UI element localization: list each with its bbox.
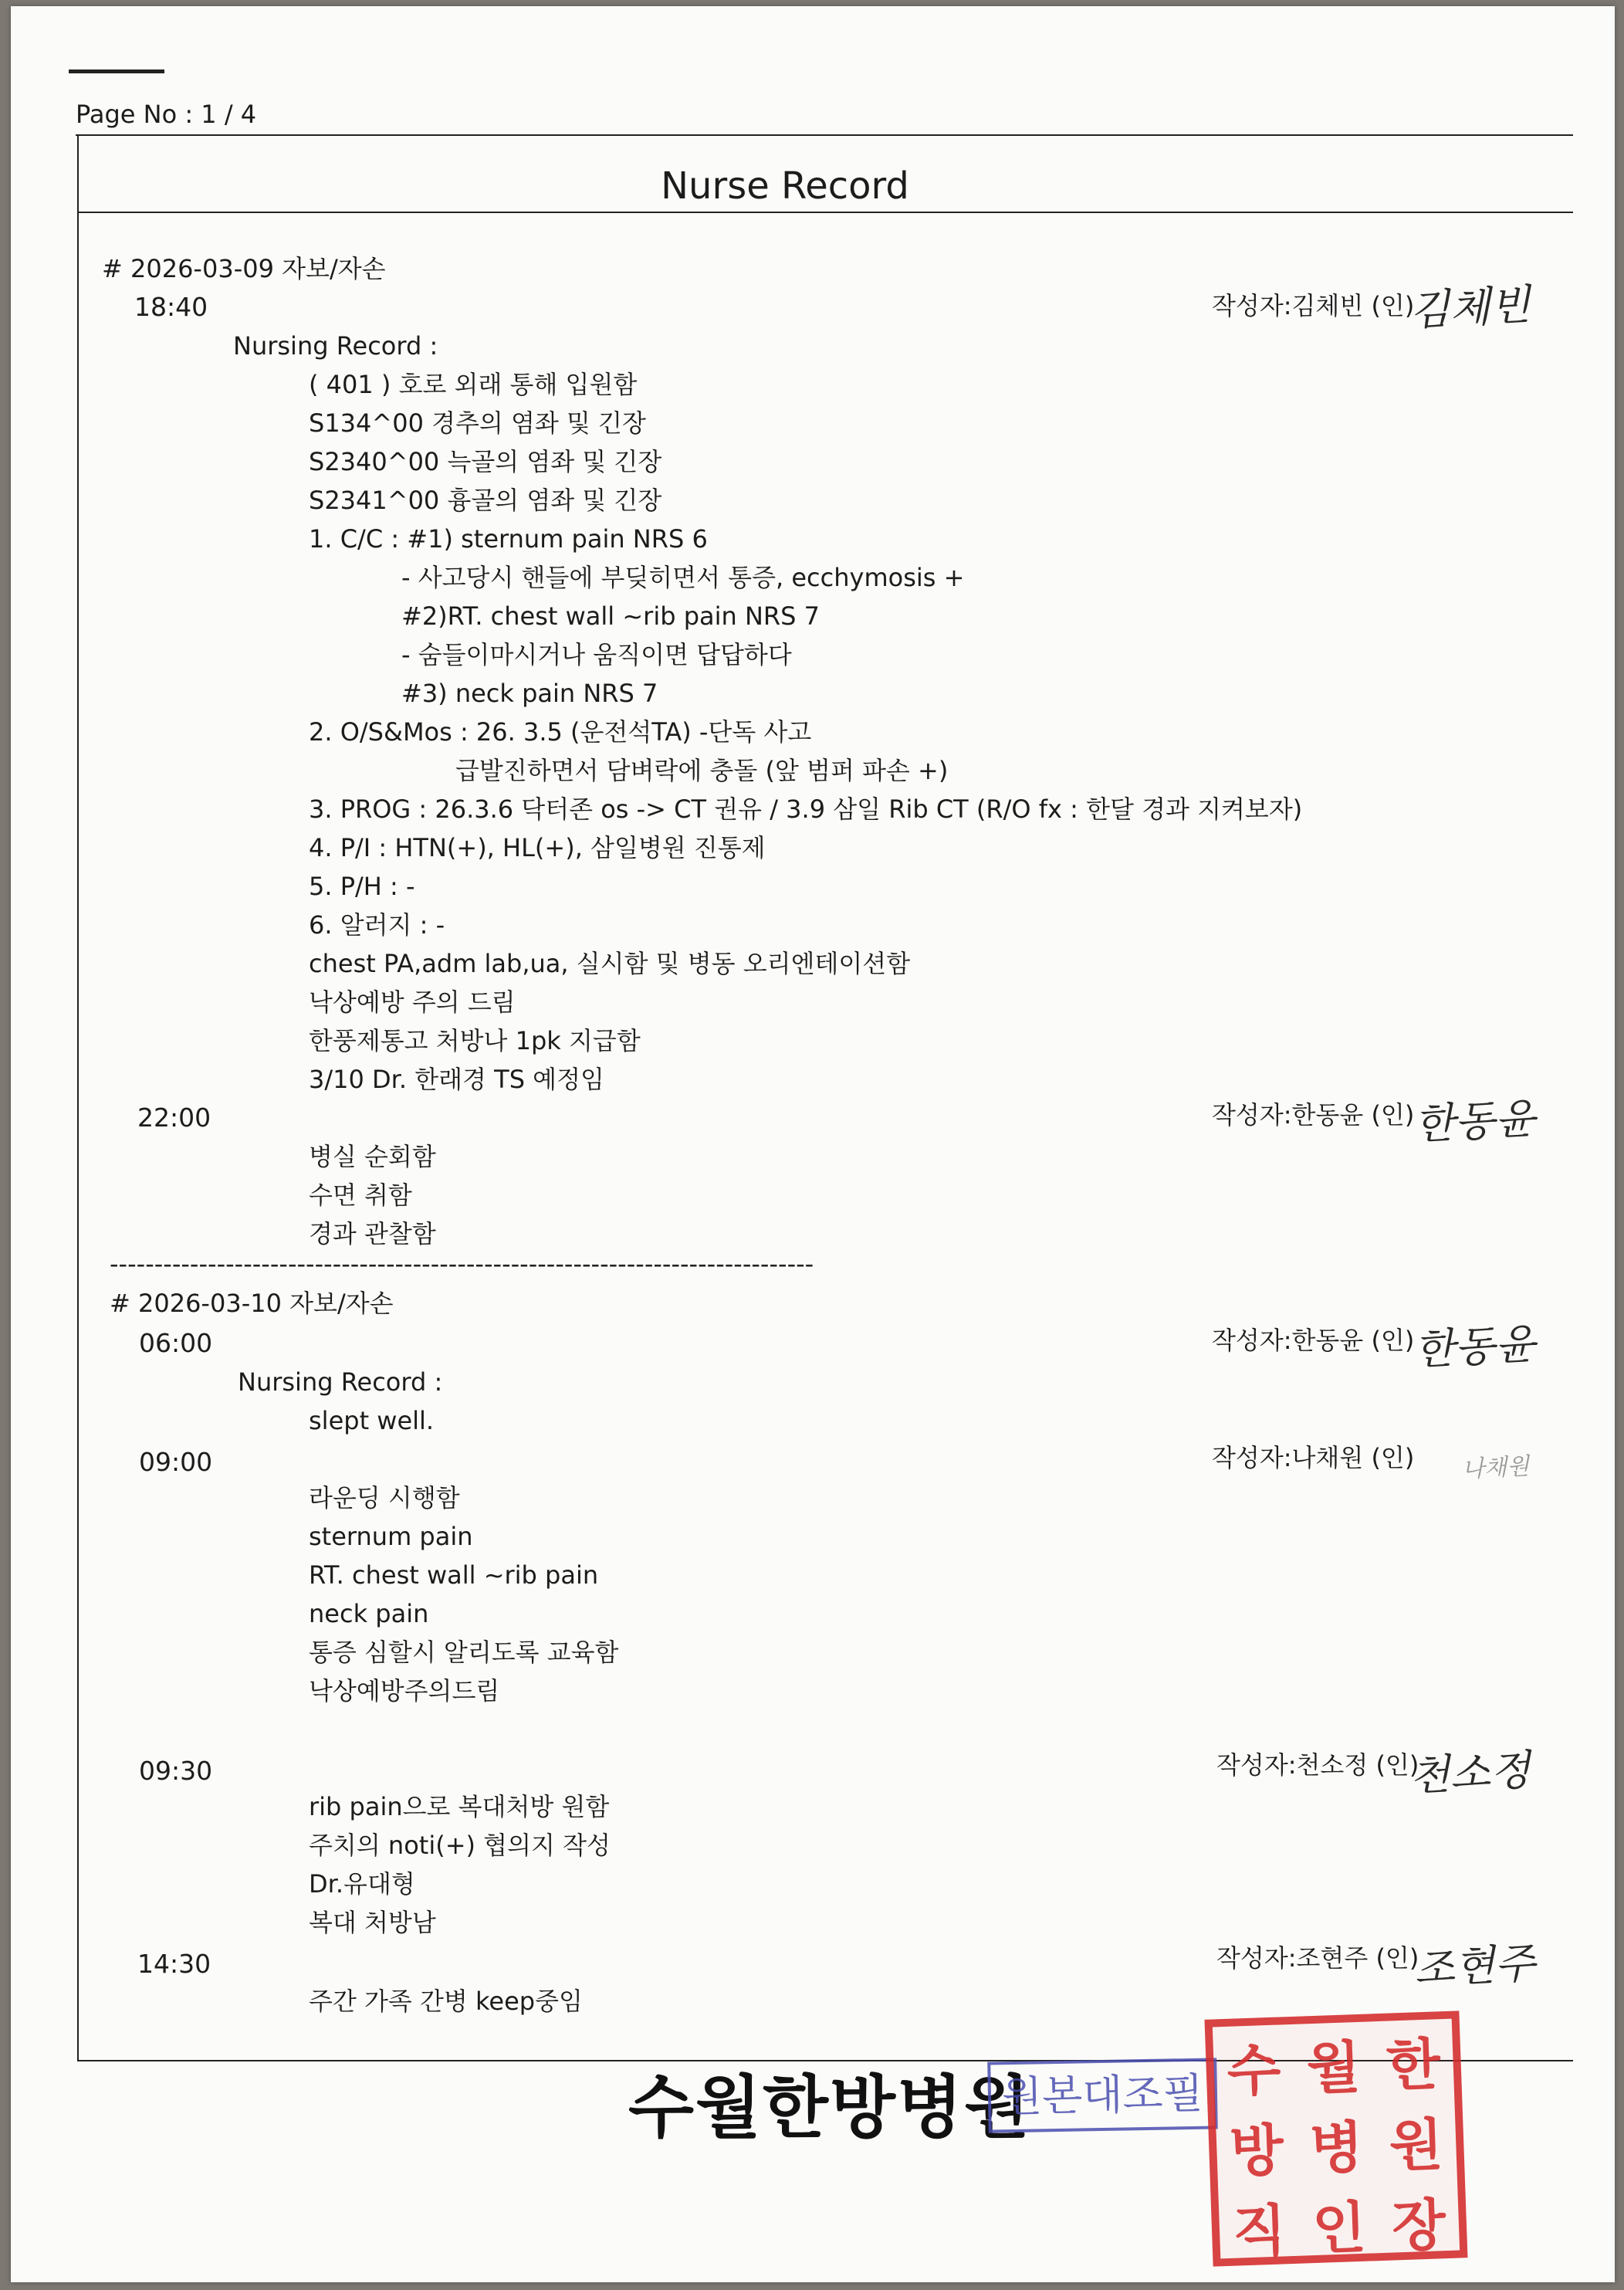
seal-char: 수: [1226, 2036, 1282, 2104]
entry-author: 작성자:김체빈 (인): [1212, 291, 1415, 320]
seal-char: 직: [1231, 2197, 1287, 2265]
seal-char: 방: [1228, 2116, 1285, 2184]
record-line: sternum pain: [309, 1522, 473, 1551]
page-title: Nurse Record: [661, 164, 909, 208]
record-line: 낙상예방 주의 드림: [309, 987, 516, 1017]
document-page: [11, 6, 1615, 2282]
record-line: 2. O/S&Mos : 26. 3.5 (운전석TA) -단독 사고: [309, 717, 812, 747]
record-line: 병실 순회함: [309, 1142, 436, 1171]
record-line: 3/10 Dr. 한래경 TS 예정임: [309, 1065, 604, 1094]
record-line: #3) neck pain NRS 7: [401, 679, 658, 708]
record-line: 1. C/C : #1) sternum pain NRS 6: [309, 524, 708, 554]
seal-char: 장: [1391, 2191, 1447, 2259]
top-mark: [69, 69, 164, 73]
author-signature: 한동윤: [1413, 1093, 1537, 1150]
author-signature: 천소정: [1408, 1745, 1532, 1801]
record-line: - 숨들이마시거나 움직이면 답답하다: [401, 640, 792, 669]
record-line: 통증 심할시 알리도록 교육함: [309, 1638, 619, 1667]
record-line: 수면 취함: [309, 1181, 412, 1210]
record-line: 4. P/I : HTN(+), HL(+), 삼일병원 진통제: [309, 833, 766, 862]
entry-label: Nursing Record :: [238, 1367, 443, 1397]
rule-top: [76, 134, 1573, 136]
seal-char: 인: [1311, 2193, 1368, 2262]
record-line: S2340^00 늑골의 염좌 및 긴장: [309, 447, 662, 476]
entry-author: 작성자:천소정 (인): [1216, 1750, 1419, 1780]
entry-time: 18:40: [134, 292, 208, 322]
record-line: chest PA,adm lab,ua, 실시함 및 병동 오리엔테이션함: [309, 949, 911, 978]
author-signature: 한동윤: [1413, 1319, 1537, 1375]
entry-time: 09:30: [139, 1756, 213, 1786]
entry-author: 작성자:나채원 (인): [1212, 1443, 1415, 1472]
record-line: 복대 처방남: [309, 1908, 436, 1937]
record-line: 급발진하면서 담벼락에 충돌 (앞 범퍼 파손 +): [455, 756, 949, 785]
entry-time: 14:30: [137, 1949, 211, 1979]
record-line: 3. PROG : 26.3.6 닥터존 os -> CT 권유 / 3.9 삼일 Rib CT (R/O fx : 한달 경과 지켜보자): [309, 794, 1303, 824]
date-heading: # 2026-03-10 자보/자손: [110, 1289, 394, 1318]
record-line: slept well.: [309, 1406, 435, 1435]
page-number: Page No : 1 / 4: [76, 100, 257, 129]
record-line: neck pain: [309, 1599, 429, 1628]
entry-time: 09:00: [139, 1447, 213, 1477]
record-line: #2)RT. chest wall ~rib pain NRS 7: [401, 601, 820, 631]
record-line: S134^00 경추의 염좌 및 긴장: [309, 408, 646, 438]
entry-time: 22:00: [137, 1103, 211, 1133]
record-line: RT. chest wall ~rib pain: [309, 1560, 599, 1590]
record-line: ( 401 ) 호로 외래 통해 입원함: [309, 370, 638, 399]
record-line: Dr.유대형: [309, 1869, 415, 1899]
seal-char: 병: [1308, 2113, 1365, 2182]
record-line: 라운딩 시행함: [309, 1483, 460, 1513]
record-line: 한풍제통고 처방나 1pk 지급함: [309, 1026, 641, 1055]
seal-char: 한: [1385, 2031, 1442, 2099]
record-line: S2341^00 흉골의 염좌 및 긴장: [309, 486, 662, 515]
record-line: 6. 알러지 : -: [309, 910, 445, 940]
record-line: 경과 관찰함: [309, 1219, 436, 1248]
entry-label: Nursing Record :: [233, 331, 438, 361]
author-signature: 나채원: [1461, 1452, 1530, 1484]
record-line: 5. P/H : -: [309, 872, 415, 901]
rule-title-bottom: [77, 212, 1573, 213]
hospital-seal: [1205, 2011, 1468, 2266]
day-separator: -------------------------------------------------------------------------------: [110, 1249, 814, 1279]
record-line: 낙상예방주의드림: [309, 1676, 500, 1706]
rule-left: [77, 134, 79, 2061]
seal-char: 월: [1305, 2033, 1362, 2102]
hospital-name: 수월한방병원: [628, 2068, 1032, 2147]
entry-author: 작성자:조현주 (인): [1216, 1943, 1419, 1973]
seal-char: 원: [1388, 2111, 1444, 2179]
record-line: 주간 가족 간병 keep중임: [309, 1987, 583, 2016]
record-line: rib pain으로 복대처방 원함: [309, 1792, 610, 1821]
entry-author: 작성자:한동윤 (인): [1212, 1326, 1415, 1355]
entry-author: 작성자:한동윤 (인): [1212, 1100, 1415, 1130]
author-signature: 김체빈: [1408, 279, 1532, 336]
record-line: 주치의 noti(+) 협의지 작성: [309, 1831, 611, 1860]
entry-time: 06:00: [139, 1328, 213, 1358]
certified-copy-stamp: 원본대조필: [987, 2058, 1217, 2132]
author-signature: 조현주: [1413, 1938, 1537, 1994]
record-line: - 사고당시 핸들에 부딪히면서 통증, ecchymosis +: [401, 563, 965, 592]
date-heading: # 2026-03-09 자보/자손: [102, 254, 386, 283]
